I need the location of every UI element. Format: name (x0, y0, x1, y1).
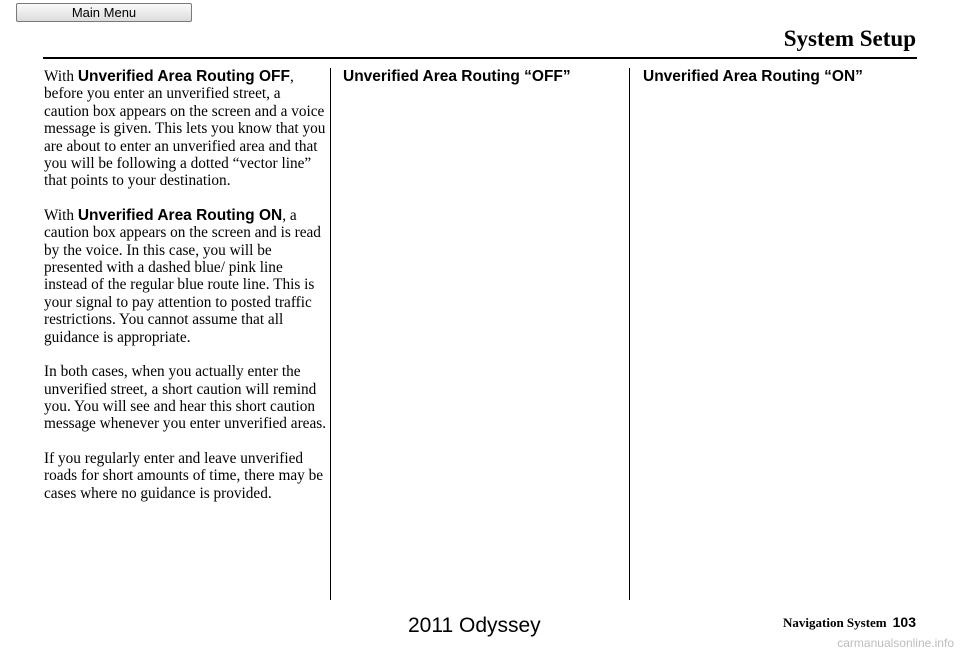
paragraph-routing-on (44, 207, 326, 346)
routing-on-term: Unverified Area Routing ON (77, 206, 283, 224)
model-label: 2011 Odyssey (408, 614, 541, 637)
paragraph-text: , a caution box appears on the screen and is read by the voice. In this case, you will be presented with a dashed blue/ pink line instead of the regular blue route line. This is your signal to pay attention to posted traffic restrictions. You cannot assume that all guidance is appropriate. (44, 206, 321, 346)
figure-heading-off: Unverified Area Routing “OFF” (343, 68, 571, 85)
paragraph-short-amounts: If you regularly enter and leave unverified roads for short amounts of time, there may be cases where no guidance is provided. (44, 449, 324, 502)
page-title: System Setup (783, 26, 916, 51)
column-divider-right (629, 68, 630, 600)
paragraph-both-cases: In both cases, when you actually enter the unverified street, a short caution will remind you. You will see and hear this short caution message whenever you enter unverified areas. (44, 363, 327, 433)
routing-off-term: Unverified Area Routing OFF (77, 68, 290, 85)
column-divider-left (330, 68, 331, 600)
page-footer (783, 614, 916, 631)
paragraph-text: , before you enter an unverified street, a caution box appears on the screen and a voice message is given. This lets you know that you are about to enter an unverified area and that you will be following a dotted “vector line” that points to your destination. (44, 68, 326, 190)
figure-heading-on: Unverified Area Routing “ON” (643, 68, 863, 85)
footer-section-label: Navigation System (783, 615, 887, 630)
paragraph-lead: With (44, 68, 78, 85)
header-rule (43, 57, 917, 59)
page-number: 103 (892, 614, 916, 630)
paragraph-routing-off (44, 68, 326, 190)
body-text-column (44, 68, 326, 519)
paragraph-lead: With (44, 206, 78, 224)
site-watermark: carmanualsonline.info (837, 636, 954, 650)
main-menu-button[interactable]: Main Menu (16, 3, 192, 22)
